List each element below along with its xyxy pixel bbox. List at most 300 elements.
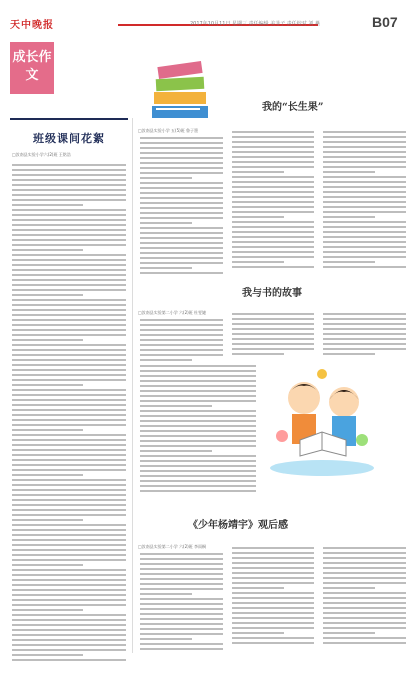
text-line	[12, 284, 126, 286]
text-line	[140, 593, 192, 595]
text-line	[232, 353, 284, 355]
text-line	[140, 152, 223, 154]
text-line	[140, 237, 223, 239]
text-line	[12, 449, 126, 451]
text-line	[323, 338, 406, 340]
text-line	[232, 246, 315, 248]
text-line	[232, 323, 315, 325]
text-line	[12, 174, 126, 176]
text-line	[140, 420, 256, 422]
text-line	[232, 201, 315, 203]
text-line	[232, 597, 315, 599]
text-line	[12, 214, 126, 216]
text-line	[232, 251, 315, 253]
text-line	[140, 207, 223, 209]
text-line	[12, 309, 126, 311]
text-line	[140, 583, 223, 585]
text-line	[323, 617, 406, 619]
text-line	[12, 504, 126, 506]
text-line	[12, 639, 126, 641]
text-line	[12, 254, 126, 256]
text-line	[232, 637, 315, 639]
text-line	[140, 272, 223, 274]
text-line	[140, 410, 256, 412]
text-line	[232, 166, 315, 168]
text-line	[12, 464, 126, 466]
text-line	[232, 577, 315, 579]
text-line	[232, 567, 315, 569]
text-line	[323, 256, 406, 258]
text-line	[12, 249, 83, 251]
text-line	[12, 164, 126, 166]
text-line	[140, 490, 256, 492]
text-line	[232, 241, 315, 243]
text-line	[12, 274, 126, 276]
text-line	[140, 400, 256, 402]
text-line	[140, 603, 223, 605]
text-line	[323, 607, 406, 609]
text-line	[12, 314, 126, 316]
article1-body	[138, 128, 408, 278]
text-line	[12, 624, 126, 626]
text-line	[12, 289, 126, 291]
text-line	[140, 262, 223, 264]
text-line	[12, 219, 126, 221]
text-line	[12, 199, 126, 201]
text-line	[323, 323, 406, 325]
text-line	[232, 186, 315, 188]
text-line	[323, 592, 406, 594]
text-line	[12, 324, 126, 326]
article3-byline: □汝南县实验第二小学 六(2)班 李雨桐	[138, 544, 206, 549]
left-article-body	[10, 164, 128, 661]
text-line	[12, 529, 126, 531]
text-line	[232, 622, 315, 624]
text-line	[140, 142, 223, 144]
text-line	[12, 609, 83, 611]
text-line	[323, 577, 406, 579]
text-line	[12, 589, 126, 591]
column-divider	[132, 118, 133, 653]
text-line	[12, 264, 126, 266]
text-line	[12, 659, 126, 661]
text-line	[12, 229, 126, 231]
text-line	[12, 239, 126, 241]
text-line	[323, 236, 406, 238]
text-line	[323, 166, 406, 168]
text-line	[12, 399, 126, 401]
text-line	[12, 339, 83, 341]
masthead-logo: 天中晚报	[10, 19, 54, 31]
section-label: 成长作文	[10, 42, 54, 94]
text-line	[232, 221, 315, 223]
text-line	[140, 553, 223, 555]
text-line	[12, 584, 126, 586]
text-line	[140, 257, 223, 259]
text-line	[140, 339, 223, 341]
text-line	[12, 409, 126, 411]
text-line	[12, 439, 126, 441]
text-line	[140, 460, 256, 462]
text-line	[12, 474, 83, 476]
text-line	[140, 147, 223, 149]
text-line	[140, 578, 223, 580]
text-line	[140, 329, 223, 331]
text-line	[12, 459, 126, 461]
text-line	[232, 236, 315, 238]
text-line	[232, 607, 315, 609]
text-line	[140, 633, 223, 635]
text-line	[323, 141, 406, 143]
text-line	[232, 642, 315, 644]
text-line	[323, 171, 375, 173]
text-line	[12, 509, 126, 511]
text-line	[323, 246, 406, 248]
text-line	[140, 480, 256, 482]
text-line	[323, 602, 406, 604]
text-line	[232, 547, 315, 549]
text-line	[12, 299, 126, 301]
text-line	[140, 359, 192, 361]
children-reading-illustration	[262, 360, 382, 480]
text-line	[140, 365, 256, 367]
text-line	[140, 349, 223, 351]
text-line	[12, 549, 126, 551]
text-line	[323, 156, 406, 158]
text-line	[140, 344, 223, 346]
text-line	[323, 582, 406, 584]
masthead	[10, 14, 54, 32]
text-line	[12, 519, 83, 521]
text-line	[12, 179, 126, 181]
text-line	[12, 614, 126, 616]
text-line	[12, 259, 126, 261]
text-line	[232, 161, 315, 163]
text-line	[232, 191, 315, 193]
books-illustration	[150, 58, 220, 120]
text-line	[12, 319, 126, 321]
text-line	[12, 434, 126, 436]
text-line	[232, 141, 315, 143]
text-line	[140, 470, 256, 472]
text-line	[12, 329, 126, 331]
text-line	[12, 374, 126, 376]
text-line	[232, 348, 315, 350]
text-line	[323, 348, 406, 350]
text-line	[140, 182, 223, 184]
text-line	[12, 189, 126, 191]
text-line	[140, 354, 223, 356]
text-line	[12, 454, 126, 456]
text-line	[232, 196, 315, 198]
text-line	[12, 334, 126, 336]
text-line	[140, 450, 212, 452]
text-line	[140, 319, 223, 321]
text-line	[12, 559, 126, 561]
text-line	[12, 344, 126, 346]
page-number: B07	[372, 14, 398, 30]
text-line	[323, 211, 406, 213]
text-line	[140, 252, 223, 254]
text-line	[140, 558, 223, 560]
text-line	[12, 644, 126, 646]
article2-body-lower	[138, 362, 258, 502]
text-line	[140, 267, 192, 269]
text-line	[140, 217, 223, 219]
text-line	[12, 204, 83, 206]
text-line	[140, 242, 223, 244]
text-line	[12, 209, 126, 211]
text-line	[140, 475, 256, 477]
text-line	[140, 247, 223, 249]
text-line	[232, 231, 315, 233]
text-line	[323, 201, 406, 203]
text-line	[12, 649, 126, 651]
text-line	[140, 385, 256, 387]
text-line	[323, 547, 406, 549]
text-line	[140, 177, 192, 179]
text-line	[12, 429, 83, 431]
text-line	[232, 146, 315, 148]
text-line	[140, 425, 256, 427]
text-line	[232, 632, 284, 634]
text-line	[232, 136, 315, 138]
text-line	[12, 654, 83, 656]
text-line	[140, 324, 223, 326]
left-article	[10, 118, 128, 653]
text-line	[12, 414, 126, 416]
text-line	[12, 419, 126, 421]
text-line	[140, 415, 256, 417]
text-line	[323, 131, 406, 133]
text-line	[323, 251, 406, 253]
text-line	[12, 524, 126, 526]
text-line	[12, 424, 126, 426]
text-line	[12, 244, 126, 246]
text-line	[232, 582, 315, 584]
text-line	[12, 594, 126, 596]
text-line	[232, 156, 315, 158]
text-line	[323, 642, 406, 644]
text-line	[232, 338, 315, 340]
text-line	[323, 191, 406, 193]
article3-body	[138, 544, 408, 654]
text-line	[232, 333, 315, 335]
text-line	[12, 634, 126, 636]
text-line	[12, 184, 126, 186]
text-line	[140, 648, 223, 650]
text-line	[232, 226, 315, 228]
text-line	[12, 279, 126, 281]
text-line	[12, 479, 126, 481]
text-line	[12, 544, 126, 546]
text-line	[140, 573, 223, 575]
text-line	[12, 359, 126, 361]
text-line	[140, 440, 256, 442]
text-line	[12, 619, 126, 621]
text-line	[12, 534, 126, 536]
left-article-byline: □汝南县实验小学六(2)班 王铭浩	[12, 152, 71, 157]
text-line	[232, 343, 315, 345]
text-line	[323, 266, 406, 268]
article1-byline: □汝南县实验小学 五(5)班 鲁子墨	[138, 128, 198, 133]
text-line	[232, 211, 315, 213]
text-line	[140, 430, 256, 432]
text-line	[232, 587, 284, 589]
text-line	[232, 328, 315, 330]
text-line	[232, 557, 315, 559]
text-line	[140, 643, 223, 645]
text-line	[12, 564, 83, 566]
text-line	[323, 562, 406, 564]
text-line	[140, 563, 223, 565]
text-line	[323, 637, 406, 639]
text-line	[323, 313, 406, 315]
text-line	[323, 146, 406, 148]
text-line	[323, 572, 406, 574]
text-line	[323, 612, 406, 614]
text-line	[140, 167, 223, 169]
text-line	[323, 597, 406, 599]
text-line	[12, 514, 126, 516]
text-line	[140, 395, 256, 397]
text-line	[12, 224, 126, 226]
text-line	[12, 304, 126, 306]
text-line	[323, 632, 375, 634]
text-line	[140, 435, 256, 437]
text-line	[140, 568, 223, 570]
text-line	[140, 623, 223, 625]
text-line	[323, 627, 406, 629]
text-line	[140, 613, 223, 615]
text-line	[12, 469, 126, 471]
text-line	[12, 574, 126, 576]
text-line	[232, 256, 315, 258]
text-line	[323, 161, 406, 163]
text-line	[323, 151, 406, 153]
article3-title: 《少年杨靖宇》观后感	[188, 520, 288, 531]
text-line	[140, 608, 223, 610]
text-line	[140, 465, 256, 467]
text-line	[140, 212, 223, 214]
text-line	[232, 592, 315, 594]
text-line	[140, 137, 223, 139]
text-line	[140, 232, 223, 234]
text-line	[140, 588, 223, 590]
text-line	[232, 216, 284, 218]
text-line	[140, 485, 256, 487]
text-line	[12, 489, 126, 491]
text-line	[232, 617, 315, 619]
text-line	[12, 444, 126, 446]
text-line	[12, 379, 126, 381]
text-line	[12, 389, 126, 391]
text-line	[12, 579, 126, 581]
text-line	[12, 494, 126, 496]
text-line	[232, 266, 315, 268]
text-line	[12, 554, 126, 556]
text-line	[232, 562, 315, 564]
text-line	[140, 598, 223, 600]
article2-title: 我与书的故事	[242, 288, 302, 299]
text-line	[12, 629, 126, 631]
text-line	[140, 227, 223, 229]
text-line	[323, 196, 406, 198]
text-line	[12, 354, 126, 356]
text-line	[140, 628, 223, 630]
text-line	[140, 380, 256, 382]
text-line	[323, 261, 375, 263]
text-line	[232, 552, 315, 554]
text-line	[140, 202, 223, 204]
text-line	[140, 618, 223, 620]
issue-info: 2017年10月11日 星期三 责任编辑 美菲子 责任校对 刘 燕	[190, 21, 320, 27]
text-line	[323, 328, 406, 330]
text-line	[232, 602, 315, 604]
text-line	[12, 169, 126, 171]
text-line	[12, 604, 126, 606]
text-line	[232, 131, 315, 133]
text-line	[140, 334, 223, 336]
text-line	[140, 375, 256, 377]
text-line	[232, 261, 284, 263]
text-line	[140, 187, 223, 189]
text-line	[140, 455, 256, 457]
text-line	[12, 484, 126, 486]
text-line	[140, 445, 256, 447]
text-line	[323, 622, 406, 624]
text-line	[323, 231, 406, 233]
text-line	[12, 539, 126, 541]
text-line	[323, 216, 375, 218]
text-line	[12, 364, 126, 366]
text-line	[323, 587, 375, 589]
text-line	[232, 181, 315, 183]
text-line	[232, 176, 315, 178]
text-line	[140, 405, 212, 407]
text-line	[12, 269, 126, 271]
text-line	[232, 572, 315, 574]
text-line	[140, 192, 223, 194]
text-line	[12, 349, 126, 351]
text-line	[323, 181, 406, 183]
text-line	[323, 186, 406, 188]
text-line	[12, 384, 83, 386]
text-line	[232, 151, 315, 153]
text-line	[232, 627, 315, 629]
text-line	[232, 318, 315, 320]
text-line	[323, 318, 406, 320]
text-line	[12, 404, 126, 406]
text-line	[323, 241, 406, 243]
text-line	[12, 499, 126, 501]
text-line	[12, 194, 126, 196]
text-line	[12, 294, 83, 296]
text-line	[12, 599, 126, 601]
article2-byline: □汝南县实验第二小学 六(2)班 杜雯婕	[138, 310, 206, 315]
text-line	[140, 162, 223, 164]
text-line	[323, 176, 406, 178]
text-line	[140, 370, 256, 372]
text-line	[323, 333, 406, 335]
text-line	[140, 222, 192, 224]
text-line	[140, 157, 223, 159]
text-line	[323, 206, 406, 208]
text-line	[232, 171, 284, 173]
text-line	[140, 390, 256, 392]
left-article-title: 班级课间花絮	[33, 132, 105, 145]
article2-body	[138, 310, 408, 360]
